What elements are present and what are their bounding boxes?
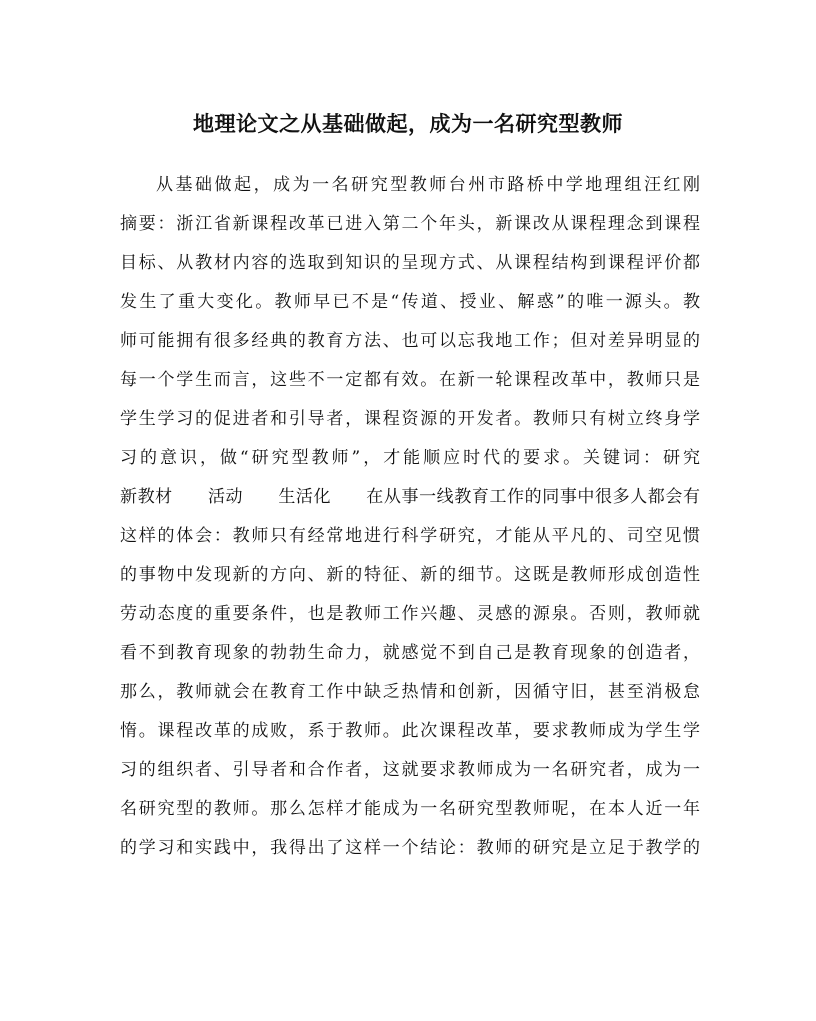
paragraph-line: 名研究型的教师。那么怎样才能成为一名研究型教师呢，在本人近一年 [120, 799, 700, 819]
paragraph-line: 习的意识，做“研究型教师”，才能顺应时代的要求。关键词：研究 [120, 448, 700, 468]
document-title: 地理论文之从基础做起，成为一名研究型教师 [193, 111, 623, 136]
paragraph-line: 那么，教师就会在教育工作中缺乏热情和创新，因循守旧，甚至消极怠 [120, 682, 700, 702]
paragraph-line: 学生学习的促进者和引导者，课程资源的开发者。教师只有树立终身学 [120, 409, 700, 429]
paragraph-line: 发生了重大变化。教师早已不是“传道、授业、解惑”的唯一源头。教 [120, 292, 700, 312]
paragraph-line: 这样的体会：教师只有经常地进行科学研究，才能从平凡的、司空见惯 [120, 526, 700, 546]
paragraph-line: 的事物中发现新的方向、新的特征、新的细节。这既是教师形成创造性 [120, 565, 700, 585]
paragraph-line: 惰。课程改革的成败，系于教师。此次课程改革，要求教师成为学生学 [120, 721, 700, 741]
paragraph-line: 劳动态度的重要条件，也是教师工作兴趣、灵感的源泉。否则，教师就 [120, 604, 700, 624]
paragraph-line: 新教材 活动 生活化 在从事一线教育工作的同事中很多人都会有 [120, 487, 700, 507]
paragraph-line: 摘要：浙江省新课程改革已进入第二个年头，新课改从课程理念到课程 [120, 214, 700, 234]
paragraph-line: 目标、从教材内容的选取到知识的呈现方式、从课程结构到课程评价都 [120, 253, 700, 273]
paragraph-line: 看不到教育现象的勃勃生命力，就感觉不到自己是教育现象的创造者， [120, 643, 700, 663]
paragraph-line: 从基础做起，成为一名研究型教师台州市路桥中学地理组汪红刚 [156, 175, 700, 195]
paragraph-line: 的学习和实践中，我得出了这样一个结论：教师的研究是立足于教学的 [120, 838, 700, 858]
paragraph-line: 习的组织者、引导者和合作者，这就要求教师成为一名研究者，成为一 [120, 760, 700, 780]
paragraph-line: 师可能拥有很多经典的教育方法、也可以忘我地工作；但对差异明显的 [120, 331, 700, 351]
paragraph-line: 每一个学生而言，这些不一定都有效。在新一轮课程改革中，教师只是 [120, 370, 700, 390]
